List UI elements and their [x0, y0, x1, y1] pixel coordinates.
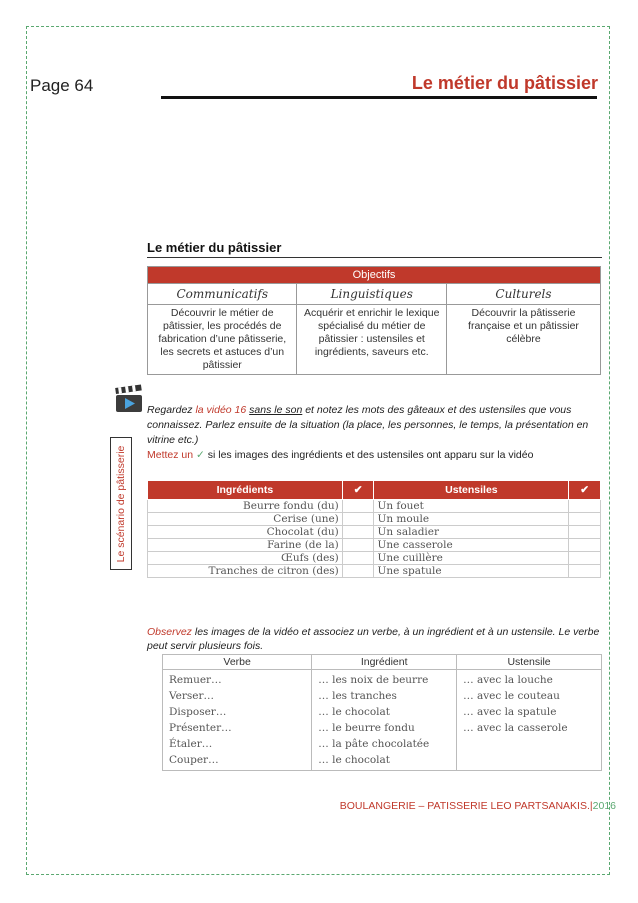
ingredient-cell: Cerise (une) — [148, 513, 343, 526]
ingredient-cell: Chocolat (du) — [148, 526, 343, 539]
section-rule — [147, 257, 602, 258]
column-header: Ingrédients — [148, 481, 343, 500]
check-cell[interactable] — [569, 539, 601, 552]
ingredient-cell: Œufs (des) — [148, 552, 343, 565]
column-header: Verbe — [163, 655, 312, 670]
ingredient-item: … les noix de beurre — [318, 674, 429, 686]
header-title: Le métier du pâtissier — [411, 73, 598, 93]
verb-item: Présenter… — [169, 722, 232, 734]
side-label — [110, 437, 132, 570]
objective-category: Communicatifs — [148, 284, 297, 305]
objective-category: Culturels — [446, 284, 600, 305]
footer — [340, 800, 616, 812]
check-column-header: ✔ — [569, 481, 601, 500]
column-header: Ustensile — [457, 655, 602, 670]
header-rule — [161, 96, 597, 99]
instruction-emphasis: sans le son — [249, 404, 303, 416]
check-cell[interactable] — [569, 500, 601, 513]
table-row — [148, 500, 601, 513]
footer-text: BOULANGERIE – PATISSERIE LEO PARTSANAKIS.| — [339, 800, 593, 812]
ingredient-item: … le beurre fondu — [318, 722, 415, 734]
instruction-verb: Observez — [147, 626, 192, 638]
ingredient-list — [312, 670, 457, 771]
verb-matching-table — [162, 654, 602, 771]
instructions — [147, 403, 605, 463]
clapperboard-icon — [114, 384, 144, 414]
check-cell[interactable] — [342, 539, 374, 552]
video-link[interactable]: la vidéo 16 — [195, 404, 247, 416]
ingredient-item: … le chocolat — [318, 706, 391, 718]
instruction-verb: Mettez un — [147, 449, 194, 461]
ingredients-table — [147, 480, 601, 578]
utensil-item: … avec la spatule — [463, 706, 557, 718]
check-cell[interactable] — [342, 565, 374, 578]
utensil-item: … avec la louche — [463, 674, 553, 686]
verb-item: Étaler… — [169, 738, 213, 750]
ingredient-item: … les tranches — [318, 690, 397, 702]
ingredient-item: … la pâte chocolatée — [318, 738, 430, 750]
check-cell[interactable] — [342, 552, 374, 565]
ingredient-cell: Beurre fondu (du) — [148, 500, 343, 513]
footer-year: 2016 — [592, 800, 616, 812]
utensil-cell: Un fouet — [374, 500, 569, 513]
check-cell[interactable] — [569, 526, 601, 539]
column-header: Ingrédient — [312, 655, 457, 670]
check-cell[interactable] — [342, 526, 374, 539]
utensil-item: … avec la casserole — [463, 722, 568, 734]
utensil-list — [457, 670, 602, 771]
page-number: Page 64 — [30, 76, 94, 95]
check-cell[interactable] — [569, 552, 601, 565]
instruction-text: si les images des ingrédients et des ustensiles ont apparu sur la vidéo — [204, 449, 534, 461]
utensil-cell: Un moule — [374, 513, 569, 526]
verb-item: Remuer… — [169, 674, 222, 686]
check-cell[interactable] — [342, 500, 374, 513]
check-cell[interactable] — [569, 513, 601, 526]
objective-linguistic: Acquérir et enrichir le lexique spécialisé du métier de pâtissier : ustensiles et ingrédients, saveurs etc. — [297, 305, 446, 375]
ingredient-cell: Farine (de la) — [148, 539, 343, 552]
utensil-cell: Une casserole — [374, 539, 569, 552]
utensil-cell: Un saladier — [374, 526, 569, 539]
instruction-text: les images de la vidéo et associez un verbe, à un ingrédient et à un ustensile. Le verbe peut servir plusieurs fois. — [147, 626, 600, 652]
verb-item: Verser… — [169, 690, 214, 702]
table-row — [148, 565, 601, 578]
checkmark-icon: ✓ — [196, 449, 205, 461]
utensil-cell: Une cuillère — [374, 552, 569, 565]
instruction-text: Regardez — [147, 404, 196, 416]
check-column-header: ✔ — [342, 481, 374, 500]
objective-category: Linguistiques — [297, 284, 446, 305]
objective-communicative: Découvrir le métier de pâtissier, les procédés de fabrication d’une pâtisserie, les secrets et astuces d’un pâtissier — [148, 305, 297, 375]
observe-instructions — [147, 625, 605, 653]
table-row — [148, 526, 601, 539]
objectives-table — [147, 266, 601, 375]
utensil-item: … avec le couteau — [463, 690, 560, 702]
verb-list — [163, 670, 312, 771]
utensil-cell: Une spatule — [374, 565, 569, 578]
instruction-text: et notez les mots des gâteaux et des ustensiles que vous connaissez. Parlez ensuite de la situation (la place, les personnes, le temps, la présentation en vitrine etc.) — [147, 404, 589, 446]
check-cell[interactable] — [569, 565, 601, 578]
table-row — [148, 513, 601, 526]
objective-cultural: Découvrir la pâtisserie française et un pâtissier célèbre — [446, 305, 600, 375]
table-row — [148, 539, 601, 552]
table-row — [148, 552, 601, 565]
ingredient-item: … le chocolat — [318, 754, 391, 766]
verb-item: Couper… — [169, 754, 219, 766]
column-header: Ustensiles — [374, 481, 569, 500]
side-label-text: Le scénario de pâtisserie — [115, 445, 127, 562]
check-cell[interactable] — [342, 513, 374, 526]
ingredient-cell: Tranches de citron (des) — [148, 565, 343, 578]
objectives-header: Objectifs — [148, 267, 601, 284]
section-title: Le métier du pâtissier — [147, 240, 282, 255]
verb-item: Disposer… — [169, 706, 227, 718]
